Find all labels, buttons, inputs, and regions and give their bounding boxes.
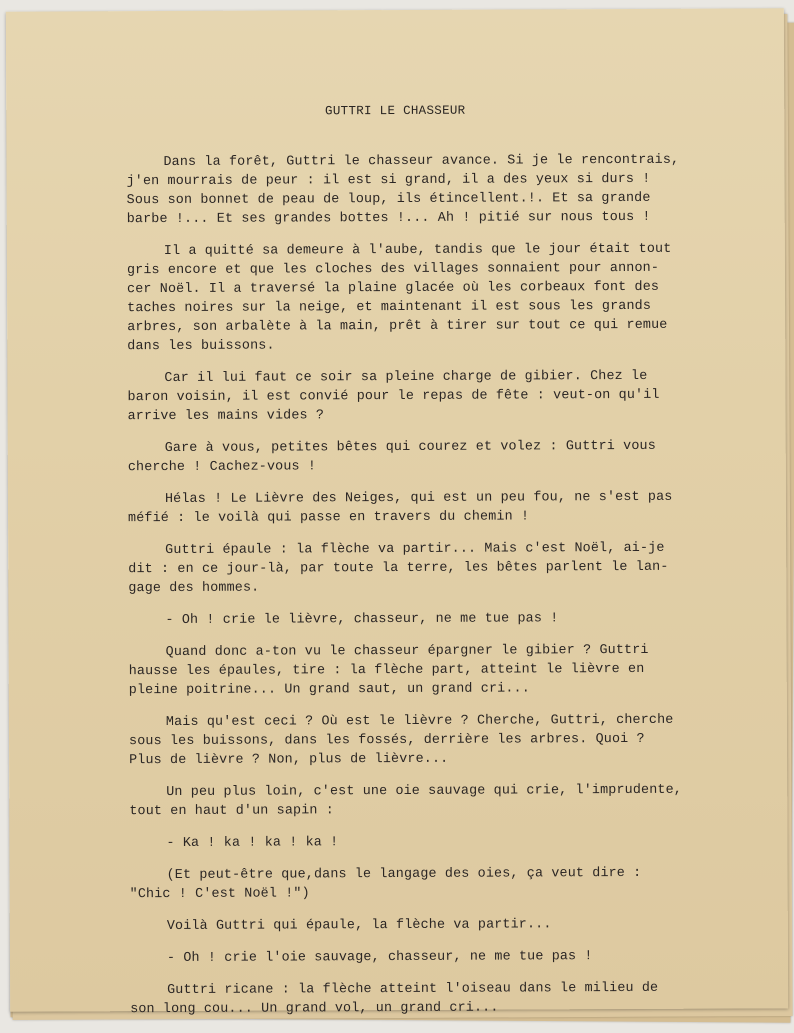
dialogue-line [130, 946, 770, 968]
dialogue-line [129, 831, 769, 853]
text-line: tout en haut d'un sapin : [129, 803, 335, 820]
paragraph [129, 710, 769, 770]
text-line: arrive les mains vides ? [127, 408, 325, 425]
text-line: hausse les épaules, tire : la flèche part, atteint le lièvre en [128, 661, 645, 680]
paragraph [130, 914, 770, 936]
paragraph [129, 640, 769, 700]
text-line: Guttri ricane : la flèche atteint l'oiseau dans le milieu de [167, 980, 659, 999]
typewritten-page [6, 8, 788, 1018]
paragraph [128, 487, 768, 528]
paragraph [128, 538, 768, 598]
story-body [126, 150, 770, 1032]
text-line: - Oh ! crie l'oie sauvage, chasseur, ne me tue pas ! [166, 949, 593, 967]
text-line: Il a quitté sa demeure à l'aube, tandis que le jour était tout [163, 241, 672, 260]
paragraph [126, 150, 766, 229]
text-line: Guttri épaule : la flèche va partir... Mais c'est Noël, ai-je [165, 540, 665, 559]
text-line: Dans la forêt, Guttri le chasseur avance. Si je le rencontrais, [163, 152, 680, 171]
text-line: "Chic ! C'est Noël !") [129, 886, 310, 903]
text-line: dit : en ce jour-là, par toute la terre, les bêtes parlent le lan- [128, 559, 669, 578]
text-line: Hélas ! Le Lièvre des Neiges, qui est un peu fou, ne s'est pas [164, 489, 673, 508]
text-line: taches noires sur la neige, et maintenant il est sous les grands [127, 298, 652, 317]
text-line: arbres, son arbalète à la main, prêt à tirer sur tout ce qui remue [127, 317, 668, 336]
paragraph [127, 239, 767, 356]
dialogue-line [128, 608, 768, 630]
document-title: GUTTRI LE CHASSEUR [325, 103, 466, 119]
text-line: Car il lui faut ce soir sa pleine charge de gibier. Chez le [164, 368, 648, 387]
text-line: Plus de lièvre ? Non, plus de lièvre... [129, 751, 449, 769]
text-line: Gare à vous, petites bêtes qui courez et volez : Guttri vous [164, 438, 656, 457]
text-line: méfié : le voilà qui passe en travers du chemin ! [128, 509, 530, 527]
paragraph [129, 780, 769, 821]
text-line: - Ka ! ka ! ka ! ka ! [166, 835, 339, 852]
paragraph [128, 436, 768, 477]
text-line: Un peu plus loin, c'est une oie sauvage qui crie, l'imprudente, [166, 782, 682, 801]
text-line: cherche ! Cachez-vous ! [127, 459, 317, 476]
text-line: (Et peut-être que,dans le langage des oies, ça veut dire : [166, 865, 642, 884]
text-line: gage des hommes. [128, 580, 260, 597]
paragraph [130, 863, 770, 904]
text-line: gris encore et que les cloches des villages sonnaient pour annon- [126, 260, 660, 279]
text-line: j'en mourrais de peur : il est si grand, il a des yeux si durs ! [126, 171, 651, 190]
text-line: Voilà Guttri qui épaule, la flèche va partir... [166, 917, 552, 935]
text-line: baron voisin, il est convié pour le repas de fête : veut-on qu'il [127, 387, 660, 406]
text-line: Sous son bonnet de peau de loup, ils étincellent.!. Et sa grande [126, 190, 651, 209]
text-line: barbe !... Et ses grandes bottes !... Ah ! pitié sur nous tous ! [126, 209, 651, 228]
paragraph [130, 978, 770, 1019]
text-line: cer Noël. Il a traversé la plaine glacée où les corbeaux font des [127, 279, 660, 298]
text-line: pleine poitrine... Un grand saut, un grand cri... [128, 681, 530, 699]
text-line: dans les buissons. [127, 338, 275, 355]
paragraph [127, 366, 767, 426]
text-line: Mais qu'est ceci ? Où est le lièvre ? Cherche, Guttri, cherche [165, 712, 674, 731]
text-line: Quand donc a-ton vu le chasseur épargner le gibier ? Guttri [165, 642, 649, 661]
text-line: son long cou... Un grand vol, un grand cri... [130, 1000, 499, 1018]
text-line: sous les buissons, dans les fossés, derrière les arbres. Quoi ? [128, 731, 645, 750]
text-line: - Oh ! crie le lièvre, chasseur, ne me tue pas ! [165, 611, 559, 629]
